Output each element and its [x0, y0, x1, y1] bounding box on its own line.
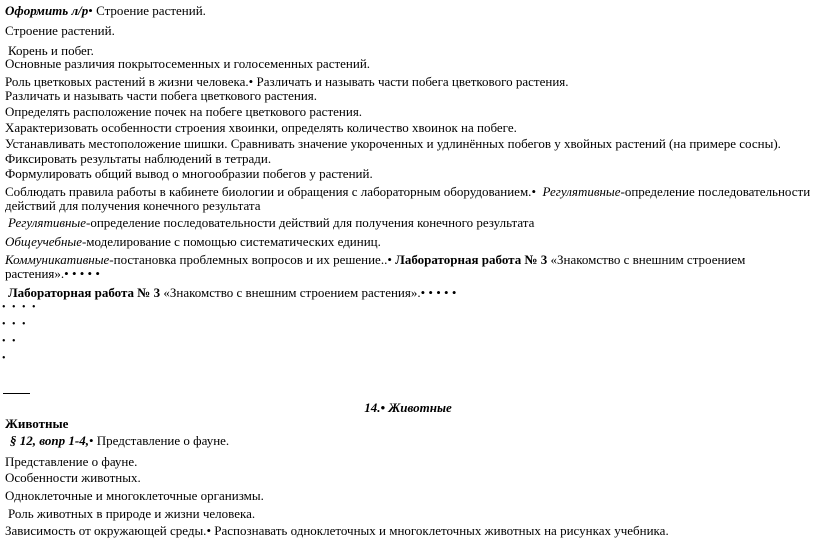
distinguish-text: Различать и называть части побега цветкового растения.	[253, 74, 569, 89]
bullet-dots-row: •	[2, 353, 8, 364]
line-distinguish: Различать и называть части побега цветкового растения.	[5, 88, 318, 103]
section-title: Животные	[385, 400, 452, 415]
line-rules-cont: действий для получения конечного результата	[5, 198, 261, 213]
line-communicative	[5, 252, 745, 267]
bullet-dots-row: • • • •	[2, 302, 38, 313]
lab-work-name: «Знакомство с внешним строением растения».	[160, 285, 421, 300]
section-heading	[0, 400, 816, 416]
bullet-icon: •	[387, 252, 392, 267]
line-regulative	[8, 215, 534, 230]
section-number: 14.	[364, 400, 381, 415]
line-conclusion: Формулировать общий вывод о многообразии побегов у растений.	[5, 166, 373, 181]
line-lab-work	[8, 285, 456, 300]
general-education-text: -моделирование с помощью систематических единиц.	[81, 234, 381, 249]
environment-text: Зависимость от окружающей среды.	[5, 523, 207, 538]
bullet-icon: •	[88, 433, 94, 448]
regulative-text: -определение последовательности действий для получения конечного результата	[86, 215, 535, 230]
reference-text: Представление о фауне.	[93, 433, 230, 448]
rules-text: Соблюдать правила работы в кабинете биологии и обращения с лабораторным оборудованием.	[5, 184, 532, 199]
line-fauna: Представление о фауне.	[5, 454, 138, 469]
lab-work-title: Лабораторная работа № 3	[8, 285, 161, 300]
line-needles: Характеризовать особенности строения хвоинки, определять количество хвоинок на побеге.	[5, 120, 517, 135]
bullet-icon: •	[88, 3, 93, 18]
lab-work-name-end: растения».	[5, 266, 65, 281]
bullet-icon: •	[248, 74, 254, 89]
line-rules	[5, 184, 810, 199]
topic-text: Строение растений.	[92, 3, 206, 18]
line-record: Фиксировать результаты наблюдений в тетради.	[5, 151, 272, 166]
line-reference	[10, 433, 229, 448]
animals-heading: Животные	[5, 416, 69, 431]
line-communicative-cont	[5, 266, 100, 281]
line-role-animals: Роль животных в природе и жизни человека.	[8, 506, 256, 521]
reference-label: § 12, вопр 1-4,	[10, 433, 89, 448]
lab-work-name: «Знакомство с внешним строением	[547, 252, 746, 267]
regulative-label: Регулятивные	[542, 184, 621, 199]
role-text: Роль цветковых растений в жизни человека.	[5, 74, 249, 89]
bullet-dots: • • • • •	[64, 266, 100, 281]
bullet-icon: •	[380, 400, 386, 415]
bullet-dots-row: • •	[2, 336, 18, 347]
line-general-education	[5, 234, 381, 249]
bullet-icon: •	[531, 184, 536, 199]
line-assignment	[5, 3, 206, 18]
assignment-label: Оформить л/р	[5, 3, 89, 18]
communicative-label: Коммуникативные	[5, 252, 110, 267]
line-features: Особенности животных.	[5, 470, 141, 485]
general-education-label: Общеучебные	[5, 234, 82, 249]
line-root-shoot: Корень и побег.	[8, 43, 94, 58]
divider-line	[3, 393, 30, 394]
line-role	[5, 74, 569, 89]
regulative-label: Регулятивные	[8, 215, 86, 230]
line-organisms: Одноклеточные и многоклеточные организмы.	[5, 488, 264, 503]
bullet-dots: • • • • •	[420, 285, 457, 300]
communicative-text: -постановка проблемных вопросов и их решение..	[109, 252, 388, 267]
bullet-icon: •	[206, 523, 211, 538]
line-cone: Устанавливать местоположение шишки. Сравнивать значение укороченных и удлинённых побегов у хвойных растений (на примере сосны).	[5, 136, 781, 151]
line-buds: Определять расположение почек на побеге цветкового растения.	[5, 104, 363, 119]
regulative-text: -определение последовательности	[620, 184, 811, 199]
line-differences: Основные различия покрытосеменных и голосеменных растений.	[5, 56, 371, 71]
recognize-text: Распознавать одноклеточных и многоклеточных животных на рисунках учебника.	[211, 523, 669, 538]
bullet-dots-row: • • •	[2, 319, 28, 330]
lab-work-title: Лабораторная работа № 3	[391, 252, 548, 267]
line-topic: Строение растений.	[5, 23, 115, 38]
